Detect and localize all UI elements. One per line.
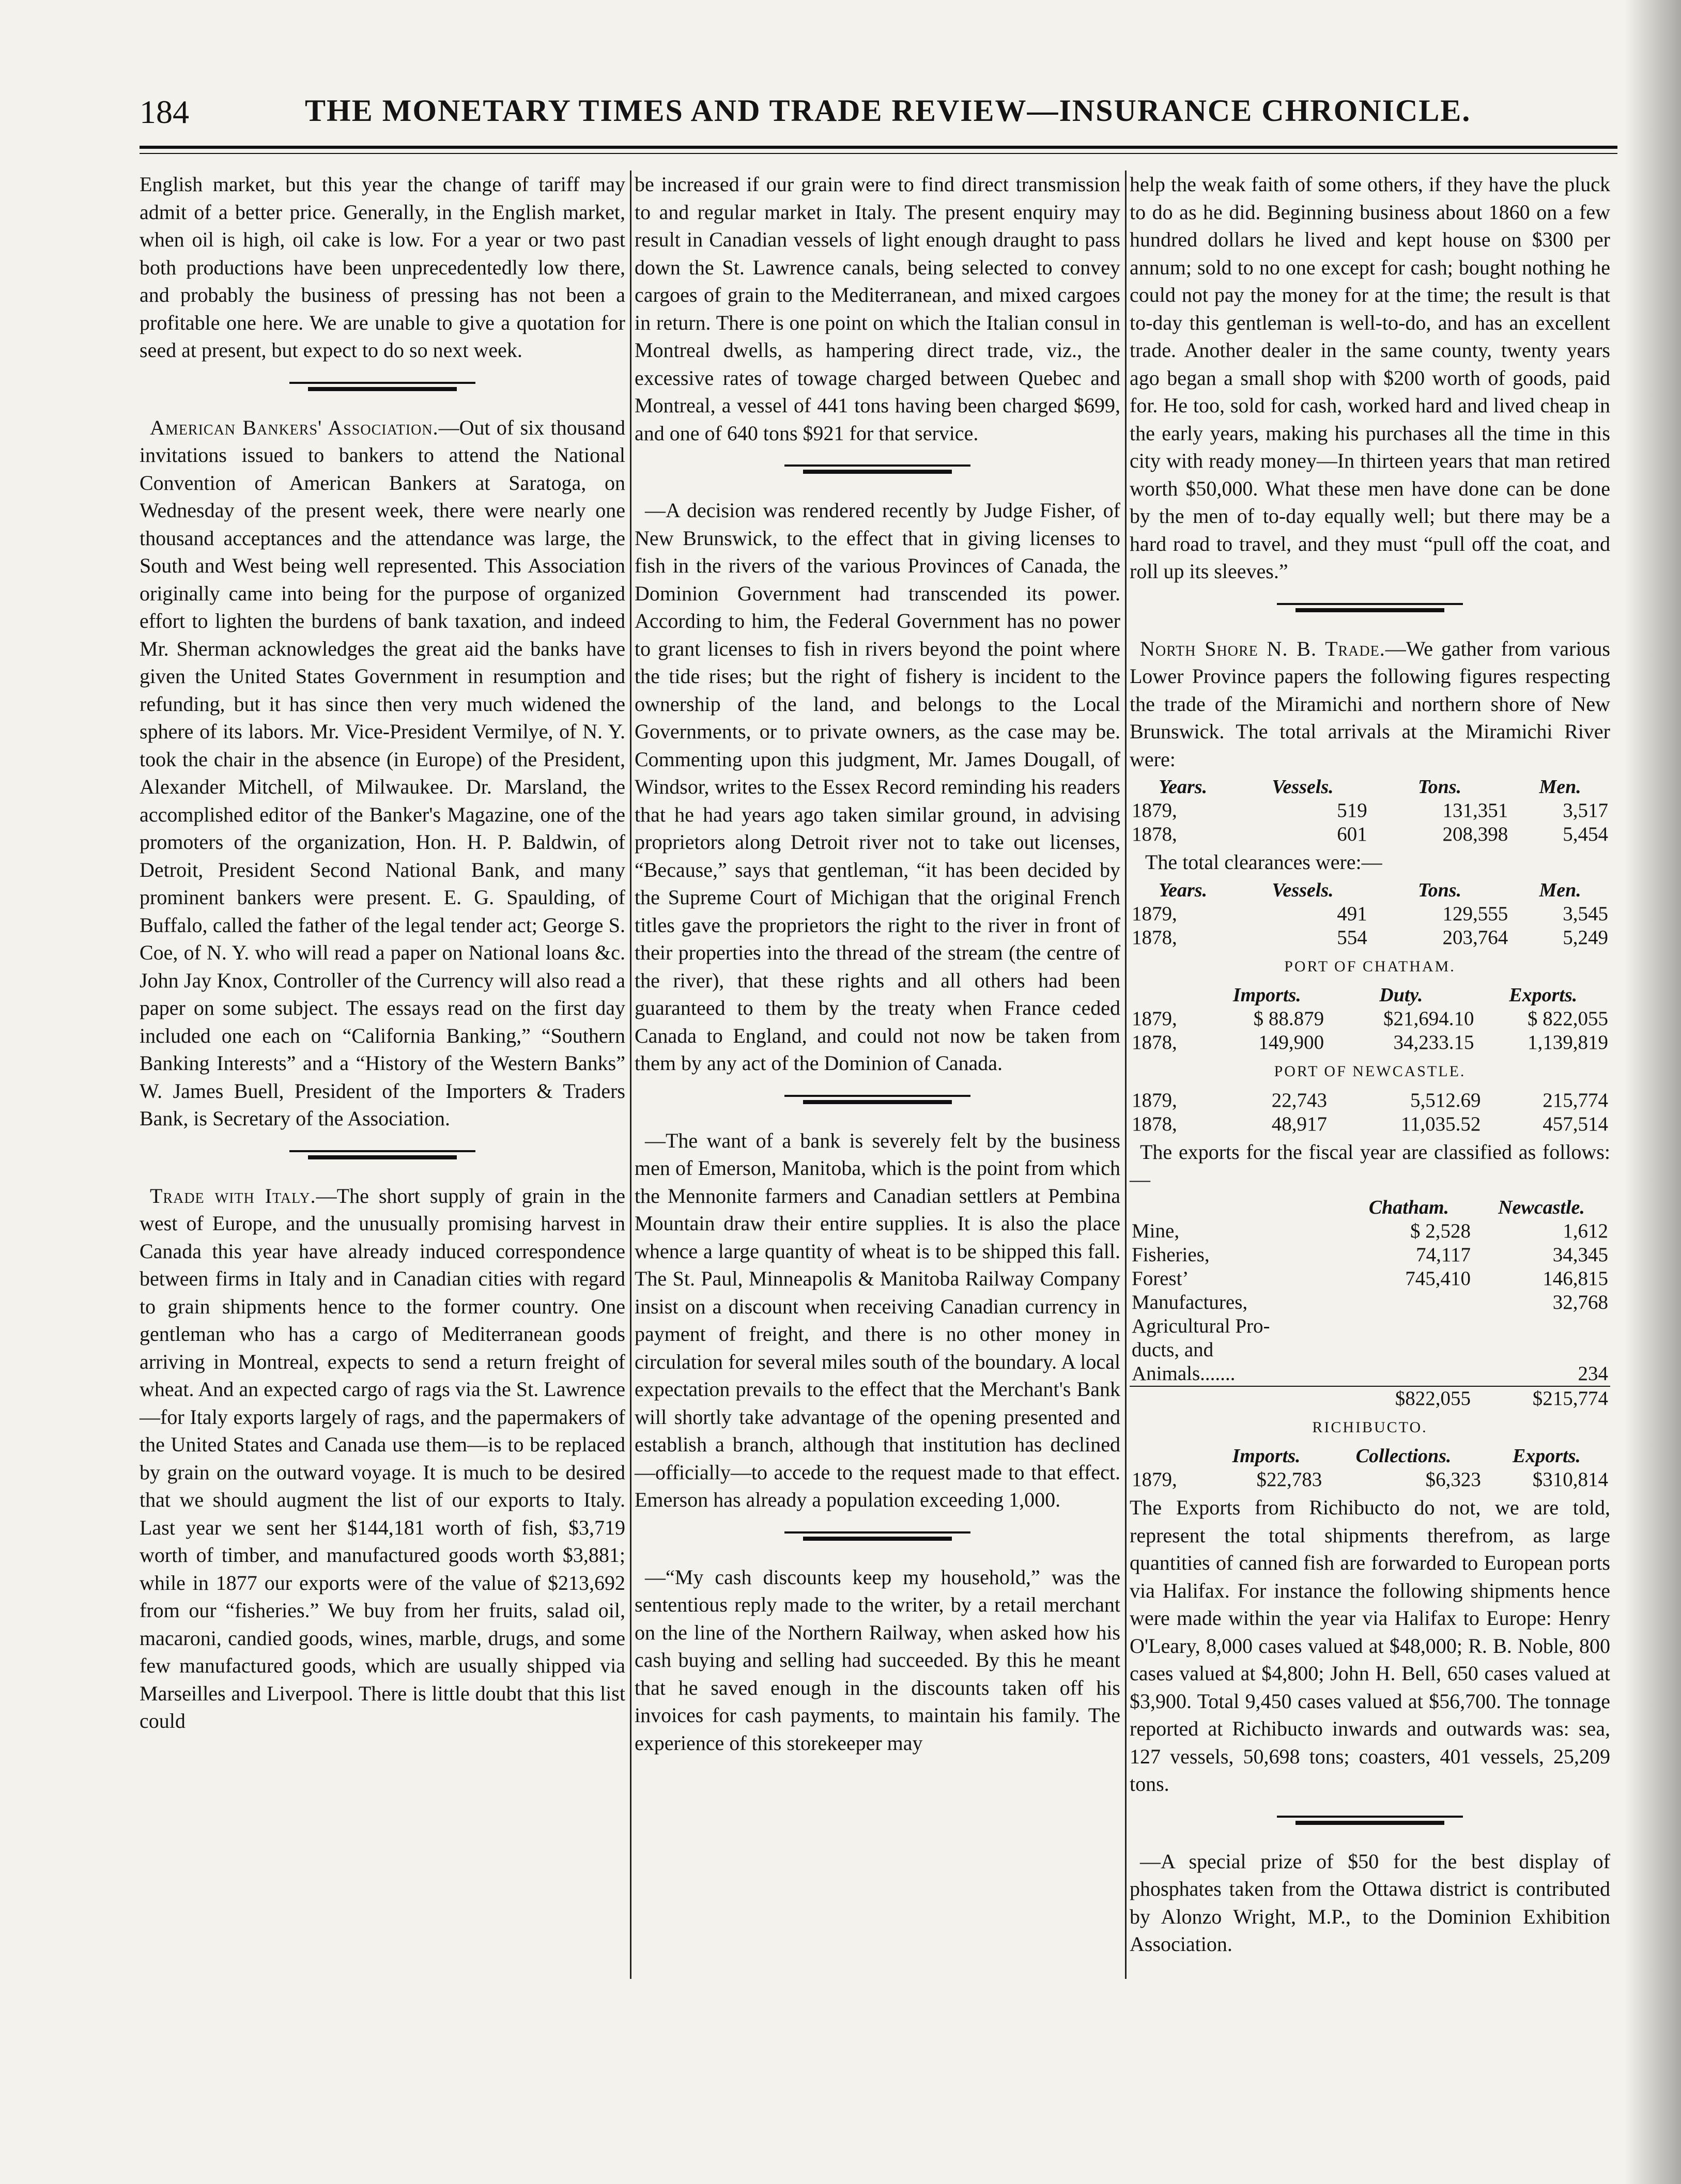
table-header-row (1130, 1196, 1610, 1219)
article-heading: Trade with Italy. (150, 1184, 316, 1207)
article-text: be increased if our grain were to find direct transmission to and regular market in Italy. The present enquiry may result in Canadian vessels of light enough draught to pass down the St. Lawrence canals, being selected to convey cargoes of grain to the Mediterranean, and mixed cargoes in return. There is one point on which the Italian consul in Montreal dwells, as hampering direct trade, viz., the excessive rates of towage charged between Quebec and Montreal, a vessel of 441 tons having been charged $699, and one of 640 tons $921 for that service. (635, 173, 1120, 445)
article-text: —A decision was rendered recently by Judge Fisher, of New Brunswick, to the effect that in giving licenses to fish in the rivers of the various Provinces of Canada, the Dominion Government had transcended its power. According to him, the Federal Government has no power to grant licenses to fish in rivers beyond the point where the tide rises; but the right of fishery is incident to the ownership of the land, and belongs to the Local Governments, or to private owners, as the case may be. Commenting upon this judgment, Mr. James Dougall, of Windsor, writes to the Essex Record reminding his readers that he had years ago taken similar ground, in advising proprietors along Detroit river not to take out licenses, “Because,” says that gentleman, “it has been decided by the Supreme Court of Michigan that the original French titles gave the proprietors the right to the river in front of their properties into the thread of the stream (the centre of the river), that these rights and all others had been guaranteed to them by the treaty when France ceded Canada to England, and could not now be taken from them by any act of the Dominion of Canada. (635, 499, 1120, 1075)
table-cell: 215,774 (1543, 1089, 1608, 1111)
section-divider (289, 382, 475, 393)
table-cell: 1879, (1132, 902, 1177, 925)
table-header-row (1130, 878, 1610, 902)
table-row (1130, 1219, 1610, 1243)
table-cell: 5,249 (1563, 926, 1608, 949)
table-cell: 457,514 (1543, 1112, 1608, 1135)
table-cell: Manufactures, (1132, 1291, 1248, 1313)
table-cell: $6,323 (1425, 1468, 1481, 1491)
table-cell: 1,612 (1563, 1219, 1608, 1242)
table-cell: 1878, (1132, 926, 1177, 949)
table-row (1130, 1031, 1610, 1055)
table-cell: 34,233.15 (1393, 1031, 1474, 1054)
table-row (1130, 1338, 1610, 1362)
table-cell: Animals....... (1132, 1362, 1236, 1385)
article-fisheries (635, 497, 1120, 1077)
article-heading: American Bankers' Association. (150, 415, 439, 439)
table-cell: 203,764 (1442, 926, 1508, 949)
page-edge-shadow (1624, 0, 1681, 2184)
richibucto-caption: RICHIBUCTO. (1312, 1418, 1428, 1436)
table-header: Years. (1159, 879, 1208, 901)
table-cell: 234 (1578, 1362, 1608, 1385)
arrivals-table (1130, 775, 1610, 846)
article-italy (140, 1182, 625, 1735)
column-divider (630, 171, 631, 1979)
table-row (1130, 1468, 1610, 1492)
table-cell: 3,545 (1563, 902, 1608, 925)
section-divider (784, 1531, 970, 1543)
table-row (1130, 902, 1610, 926)
article-emerson (635, 1127, 1120, 1514)
table-cell: 22,743 (1271, 1089, 1328, 1111)
article-text: —The short supply of grain in the west of Europe, and the unusually promising harvest in Canada this year have already induced correspondence between firms in Italy and in Canadian cities with regard to grain shipments hence to the former country. One gentleman who has a cargo of Mediterranean goods arriving in Montreal, expects to send a return freight of wheat. And an expected cargo of rags via the St. Lawrence—for Italy exports largely of rags, and the papermakers of the United States and Canada use them—is to be replaced by grain on the outward voyage. It is much to be desired that we should augment the list of our exports to Italy. Last year we sent her $144,181 worth of fish, $3,719 worth of timber, and manufactured goods worth $3,881; while in 1877 our exports were of the value of $213,692 from our “fisheries.” We buy from her fruits, salad oil, macaroni, candied goods, wines, marble, drugs, and some few manufactured goods, which are usually shipped via Marseilles and Liverpool. There is little doubt that this list could (140, 1184, 625, 1732)
header-rule (140, 146, 1617, 149)
article-bankers (140, 414, 625, 1133)
table-header: Exports. (1512, 1445, 1581, 1467)
table-cell: 1879, (1132, 799, 1177, 822)
article-text: —A special prize of $50 for the best display of phosphates taken from the Ottawa district is contributed by Alonzo Wright, M.P., to the Dominion Exhibition Association. (1130, 1849, 1610, 1956)
table-header: Exports. (1509, 984, 1578, 1006)
clearances-label: The total clearances were:— (1145, 850, 1382, 874)
table-row (1130, 1362, 1610, 1386)
table-row (1130, 1314, 1610, 1338)
column-2 (635, 171, 1120, 1770)
page-header (140, 88, 1535, 145)
table-cell: 601 (1337, 823, 1367, 845)
article-cash-discounts (635, 1563, 1120, 1757)
table-header: Imports. (1232, 984, 1301, 1006)
table-cell: 129,555 (1442, 902, 1508, 925)
table-header: Tons. (1417, 879, 1462, 901)
table-cell: 1879, (1132, 1468, 1177, 1491)
table-cell: 5,512.69 (1410, 1089, 1481, 1111)
table-header (1130, 1196, 1345, 1219)
article-text: help the weak faith of some others, if they have the pluck to do as he did. Beginning business about 1860 on a few hundred dollars he lived and kept house on $300 per annum; sold to no one except for cash; bought nothing he could not pay the money for at the time; the result is that to-day this gentleman is well-to-do, and has an excellent trade. Another dealer in the same county, twenty years ago began a small shop with $200 worth of goods, paid for. He too, sold for cash, worked hard and lived cheap in the early years, making his purchases all the time in this city with ready money—In thirteen years that man retired worth $50,000. What these men have done can be done by the men of to-day equally well; but there may be a hard road to travel, and they must “pull off the coat, and roll up its sleeves.” (1130, 173, 1610, 583)
table-cell: 48,917 (1271, 1112, 1328, 1135)
section-divider (784, 464, 970, 476)
table-cell: 32,768 (1552, 1291, 1608, 1313)
table-header: Chatham. (1368, 1196, 1449, 1218)
column-3 (1130, 171, 1610, 1972)
header-rule-thin (140, 153, 1617, 154)
article-phosphates-prize (1130, 1848, 1610, 1958)
section-divider (289, 1150, 475, 1161)
article-north-shore (1130, 635, 1610, 1798)
table-header: Tons. (1417, 776, 1462, 798)
table-cell: 519 (1337, 799, 1367, 822)
table-cell: 1878, (1132, 1031, 1177, 1054)
table-cell: Mine, (1132, 1219, 1180, 1242)
table-cell: $215,774 (1532, 1387, 1608, 1409)
table-cell: 146,815 (1543, 1267, 1608, 1290)
table-row (1130, 1243, 1610, 1267)
table-header: Men. (1539, 879, 1581, 901)
column-1 (140, 171, 625, 1748)
table-cell (1473, 1338, 1610, 1362)
table-cell: $ 2,528 (1410, 1219, 1471, 1242)
table-cell: Fisheries, (1132, 1243, 1210, 1266)
page-number: 184 (140, 94, 189, 130)
table-row (1130, 1112, 1610, 1136)
table-cell: 1879, (1132, 1089, 1177, 1111)
article-text: —We gather from various Lower Province papers the following figures respecting the trade of the Miramichi and northern shore of New Brunswick. The total arrivals at the Miramichi River were: (1130, 637, 1610, 771)
table-row (1130, 926, 1610, 950)
table-header: Collections. (1355, 1445, 1452, 1467)
article-text: The Exports from Richibucto do not, we are told, represent the total shipments therefrom, as large quantities of canned fish are forwarded to European ports via Halifax. For instance the following shipments hence were made within the year via Halifax to Europe: Henry O'Leary, 8,000 cases valued at $48,000; R. B. Noble, 800 cases valued at $4,800; John H. Bell, 650 cases valued at $3,900. Total 9,450 cases valued at $56,700. The tonnage reported at Richibucto inwards and outwards was: sea, 127 vessels, 50,698 tons; coasters, 401 vessels, 25,209 tons. (1130, 1496, 1610, 1795)
table-row (1130, 1007, 1610, 1031)
table-header: Years. (1159, 776, 1208, 798)
table-cell: 149,900 (1258, 1031, 1324, 1054)
table-header (1130, 983, 1208, 1007)
table-cell (1130, 1386, 1345, 1411)
section-divider (1277, 1816, 1463, 1827)
article-text: —Out of six thousand invitations issued to bankers to attend the National Convention of American Bankers at Saratoga, on Wednesday of the present week, there were nearly one thousand acceptances and the attendance was large, the South and West being well represented. This Association originally came into being for the purpose of organized effort to lighten the burdens of bank taxation, and indeed Mr. Sherman acknowledges the great aid the banks have given the United States Government in resumption and refunding, but it has since then very much widened the sphere of its labors. Mr. Vice-President Vermilye, of N. Y. took the chair in the absence (in Europe) of the President, Alexander Mitchell, of Milwaukee. Dr. Marsland, the accomplished editor of the Banker's Magazine, one of the promoters of the organization, Hon. H. P. Baldwin, of Detroit, President Second National Bank, and many prominent bankers were present. E. G. Spaulding, of Buffalo, called the father of the legal tender act; George S. Coe, of N. Y. who will read a paper on National loans &c. John Jay Knox, Controller of the Currency will also read a paper on some subject. The essays read on the first day included one each on “California Banking,” “Southern Banking Interests” and a “History of the Western Banks” W. James Buell, President of the Importers & Traders Bank, is Secretary of the Association. (140, 415, 626, 1130)
table-header: Newcastle. (1498, 1196, 1585, 1218)
table-cell (1345, 1362, 1473, 1386)
newcastle-table (1130, 1089, 1610, 1136)
table-cell: 11,035.52 (1400, 1112, 1481, 1135)
article-cash-continued (1130, 171, 1610, 585)
table-row (1130, 823, 1610, 846)
table-total-row (1130, 1386, 1610, 1411)
table-cell: Forest’ (1132, 1267, 1189, 1290)
clearances-table (1130, 878, 1610, 950)
section-divider (1277, 603, 1463, 614)
table-cell: Agricultural Pro- (1132, 1314, 1270, 1337)
table-header: Duty. (1379, 984, 1423, 1006)
table-cell: $822,055 (1395, 1387, 1471, 1409)
table-cell: 1878, (1132, 823, 1177, 845)
chatham-caption: PORT OF CHATHAM. (1284, 957, 1456, 975)
table-cell: 3,517 (1563, 799, 1608, 822)
classified-exports-table (1130, 1196, 1610, 1411)
running-title: THE MONETARY TIMES AND TRADE REVIEW—INSURANCE CHRONICLE. (305, 94, 1471, 128)
table-row (1130, 1267, 1610, 1291)
table-cell: 1,139,819 (1528, 1031, 1608, 1054)
table-cell (1345, 1291, 1473, 1314)
table-header-row (1130, 1444, 1610, 1468)
table-cell: 74,117 (1416, 1243, 1471, 1266)
table-row (1130, 799, 1610, 823)
table-cell: $310,814 (1532, 1468, 1608, 1491)
article-heading: North Shore N. B. Trade. (1140, 637, 1385, 660)
table-header-row (1130, 775, 1610, 799)
richibucto-table (1130, 1444, 1610, 1492)
table-cell: 5,454 (1563, 823, 1608, 845)
table-cell (1345, 1338, 1473, 1362)
column-divider (1125, 171, 1127, 1979)
table-cell: $ 88.879 (1253, 1008, 1324, 1030)
table-cell: $21,694.10 (1383, 1008, 1474, 1030)
exports-label: The exports for the fiscal year are classified as follows:— (1130, 1140, 1610, 1191)
table-cell: 554 (1337, 926, 1367, 949)
table-row (1130, 1089, 1610, 1112)
table-cell: $22,783 (1256, 1468, 1322, 1491)
table-cell: $ 822,055 (1528, 1008, 1608, 1030)
table-header: Men. (1539, 776, 1581, 798)
article-text: English market, but this year the change of tariff may admit of a better price. Generally, in the English market, when oil is high, oil cake is low. For a year or two past both productions have been unprecedentedly low there, and probably the business of pressing has not been a profitable one here. We are unable to give a quotation for seed at present, but expect to do so next week. (140, 173, 625, 362)
table-row (1130, 1291, 1610, 1314)
article-oil-cake (140, 171, 625, 364)
table-cell: 491 (1337, 902, 1367, 925)
table-header: Imports. (1232, 1445, 1301, 1467)
table-cell: 131,351 (1442, 799, 1508, 822)
table-header: Vessels. (1272, 879, 1334, 901)
table-header: Vessels. (1272, 776, 1334, 798)
table-header (1130, 1444, 1209, 1468)
article-text: —The want of a bank is severely felt by the business men of Emerson, Manitoba, which is the point from which the Mennonite farmers and Canadian settlers at Pembina Mountain draw their entire supplies. It is also the place whence a large quantity of wheat is to be shipped this fall. The St. Paul, Minneapolis & Manitoba Railway Company insist on a discount when receiving Canadian currency in payment of freight, and there is no other money in circulation for several miles south of the boundary. A local expectation prevails to the effect that the Merchant's Bank will shortly take advantage of the opening presented and establish a branch, although that institution has declined —officially—to accede to the request made to that effect. Emerson has already a population exceeding 1,000. (635, 1128, 1120, 1511)
table-cell (1345, 1314, 1473, 1338)
table-cell: 1879, (1132, 1008, 1177, 1030)
newcastle-caption: PORT OF NEWCASTLE. (1274, 1063, 1466, 1080)
table-cell: ducts, and (1132, 1338, 1214, 1361)
article-italy-continued (635, 171, 1120, 447)
section-divider (784, 1095, 970, 1106)
chatham-table (1130, 983, 1610, 1055)
table-cell (1473, 1314, 1610, 1338)
table-header-row (1130, 983, 1610, 1007)
table-cell: 745,410 (1405, 1267, 1471, 1290)
table-cell: 208,398 (1442, 823, 1508, 845)
article-text: —“My cash discounts keep my household,” was the sententious reply made to the writer, by a retail merchant on the line of the Northern Railway, when asked how his cash buying and selling had succeeded. By this he meant that he saved enough in the discounts taken off his invoices for cash payments, to maintain his family. The experience of this storekeeper may (635, 1565, 1120, 1755)
table-cell: 34,345 (1552, 1243, 1608, 1266)
table-cell: 1878, (1132, 1112, 1177, 1135)
